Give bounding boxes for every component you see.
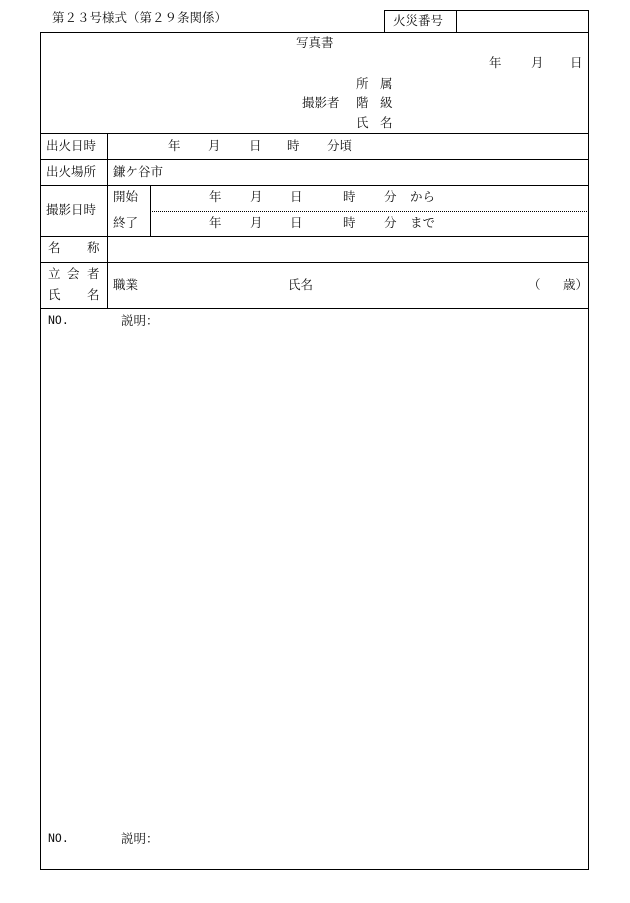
photo-1-number: NO. — [48, 313, 69, 327]
date-year: 年 — [489, 55, 502, 70]
photographer-label: 撮影者 — [302, 95, 340, 110]
witness-age-close: 歳） — [563, 277, 589, 292]
fire-minute: 分頃 — [327, 138, 353, 153]
date-month: 月 — [531, 55, 544, 70]
witness-age-open: （ — [528, 277, 541, 292]
photo-area[interactable] — [42, 330, 587, 820]
witness-label-4: 氏 — [48, 287, 61, 302]
fire-datetime-label: 出火日時 — [46, 138, 97, 153]
end-day: 日 — [290, 215, 303, 230]
rule-3 — [40, 185, 589, 186]
witness-label-3: 者 — [87, 266, 100, 281]
shooting-end-label: 終了 — [113, 215, 139, 230]
rule-6 — [40, 308, 589, 309]
subject-label-b: 称 — [87, 240, 100, 255]
rule-5 — [40, 262, 589, 263]
shooting-label: 撮影日時 — [46, 202, 97, 217]
fire-location-label: 出火場所 — [46, 164, 97, 179]
shooting-start-label: 開始 — [113, 189, 139, 204]
start-from: から — [410, 189, 436, 204]
start-hour: 時 — [343, 189, 356, 204]
end-month: 月 — [250, 215, 263, 230]
photo-1-description-label: 説明： — [121, 313, 159, 328]
witness-occupation-label: 職業 — [113, 277, 139, 292]
document-title: 写真書 — [296, 35, 334, 50]
rank-label-a: 階 — [356, 95, 369, 110]
label-column-divider — [107, 133, 108, 308]
witness-label-2: 会 — [67, 266, 80, 281]
fire-year: 年 — [168, 138, 181, 153]
end-year: 年 — [209, 215, 222, 230]
fire-number-divider — [456, 10, 457, 32]
witness-label-5: 名 — [87, 287, 100, 302]
witness-name-label: 氏名 — [288, 277, 314, 292]
name-label-b: 名 — [380, 115, 393, 130]
end-hour: 時 — [343, 215, 356, 230]
start-minute: 分 — [384, 189, 397, 204]
fire-month: 月 — [208, 138, 221, 153]
affiliation-label-b: 属 — [380, 76, 393, 91]
fire-location-value[interactable]: 鎌ケ谷市 — [113, 164, 164, 179]
rule-shooting-mid — [150, 211, 589, 212]
start-year: 年 — [209, 189, 222, 204]
end-until: まで — [410, 215, 436, 230]
form-number: 第２３号様式（第２９条関係） — [52, 10, 228, 25]
shooting-subdivider — [150, 185, 151, 236]
rule-4 — [40, 236, 589, 237]
rule-2 — [40, 159, 589, 160]
affiliation-label-a: 所 — [356, 76, 369, 91]
rule-1 — [40, 133, 589, 134]
date-day: 日 — [570, 55, 583, 70]
photo-2-number: NO. — [48, 831, 69, 845]
start-month: 月 — [250, 189, 263, 204]
name-label-a: 氏 — [356, 115, 369, 130]
rank-label-b: 級 — [380, 95, 393, 110]
photo-2-description-label: 説明： — [121, 831, 159, 846]
subject-label-a: 名 — [48, 240, 61, 255]
fire-hour: 時 — [287, 138, 300, 153]
witness-label-1: 立 — [48, 266, 61, 281]
end-minute: 分 — [384, 215, 397, 230]
fire-number-label: 火災番号 — [393, 13, 444, 28]
start-day: 日 — [290, 189, 303, 204]
fire-day: 日 — [249, 138, 262, 153]
